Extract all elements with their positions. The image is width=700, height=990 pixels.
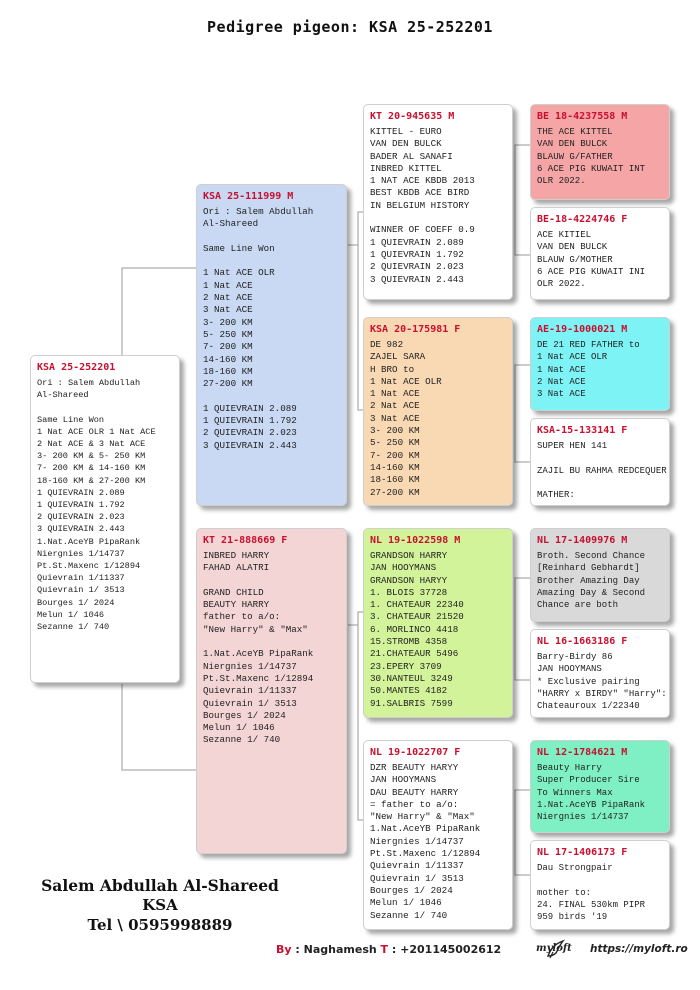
- pigeon-card-dds: [530, 740, 670, 833]
- pigeon-card-dam: [196, 528, 347, 854]
- pigeon-details: GRANDSON HARRY JAN HOOYMANS GRANDSON HARYY 1. BLOIS 37728 1. CHATEAUR 22340 3. CHATEAUR 21520 6. MORLINCO 4418 15.STROMB 4358 21.CHATEAUR 5496 23.EPERY 3709 30.NANTEUL 3249 50.MANTES 4182 91.SALBRIS 7599: [370, 550, 464, 709]
- pigeon-card-sire: [196, 184, 347, 506]
- by-label: By: [276, 943, 292, 956]
- ring-number: KSA-15-133141 F: [537, 425, 628, 436]
- pigeon-card-dss: [530, 528, 670, 622]
- pigeon-details: Broth. Second Chance [Reinhard Gebhardt] Brother Amazing Day Amazing Day & Second Chance are both: [537, 551, 646, 611]
- pigeon-details: THE ACE KITTEL VAN DEN BULCK BLAUW G/FATHER 6 ACE PIG KUWAIT INT OLR 2022.: [537, 127, 646, 187]
- pigeon-details: Beauty Harry Super Producer Sire To Winners Max 1.Nat.AceYB PipaRank Niergnies 1/14737: [537, 763, 646, 823]
- pigeon-details: Ori : Salem Abdullah Al-Shareed Same Line Won 1 Nat ACE OLR 1 Nat ACE 2 Nat ACE 3 Nat ACE 3- 200 KM 5- 250 KM 7- 200 KM 14-160 KM 18-160 KM 27-200 KM 1 QUIEVRAIN 2.089 1 QUIEVRAIN 1.792 2 QUIEVRAIN 2.023 3 QUIEVRAIN 2.443: [203, 206, 314, 451]
- owner-country: KSA: [142, 896, 178, 914]
- pigeon-card-dsd: [530, 629, 670, 718]
- pigeon-card-subject: [30, 355, 180, 683]
- pigeon-card-ssd: [530, 207, 670, 300]
- pigeon-card-sire-dam: [363, 317, 513, 506]
- pigeon-details: Barry-Birdy 86 JAN HOOYMANS * Exclusive pairing "HARRY x BIRDY" "Harry": Chateauroux 1/22340: [537, 652, 667, 712]
- ring-number: BE 18-4237558 M: [537, 111, 628, 122]
- pigeon-card-dam-dam: [363, 740, 513, 930]
- ring-number: BE-18-4224746 F: [537, 214, 628, 225]
- author-credit: [276, 943, 501, 956]
- owner-phone: Tel \ 0595998889: [87, 916, 233, 934]
- pigeon-details: DE 982 ZAJEL SARA H BRO to 1 Nat ACE OLR 1 Nat ACE 2 Nat ACE 3 Nat ACE 3- 200 KM 5- 250 KM 7- 200 KM 14-160 KM 18-160 KM 27-200 KM: [370, 339, 442, 498]
- pigeon-card-sdd: [530, 418, 670, 506]
- ring-number: NL 19-1022598 M: [370, 535, 461, 546]
- ring-number: NL 17-1409976 M: [537, 535, 628, 546]
- ring-number: AE-19-1000021 M: [537, 324, 628, 335]
- ring-number: KSA 25-111999 M: [203, 191, 294, 202]
- pigeon-details: INBRED HARRY FAHAD ALATRI GRAND CHILD BEAUTY HARRY father to a/o: "New Harry" & "Max" 1.Nat.AceYB PipaRank Niergnies 1/14737 Pt.St.Maxenc 1/12894 Quievrain 1/11337 Quievrain 1/ 3513 Bourges 1/ 2024 Melun 1/ 1046 Sezanne 1/ 740: [203, 550, 314, 746]
- pigeon-card-sds: [530, 317, 670, 411]
- ring-number: KSA 20-175981 F: [370, 324, 461, 335]
- pigeon-card-ddd: [530, 840, 670, 930]
- pigeon-card-sire-sire: [363, 104, 513, 300]
- owner-name: Salem Abdullah Al-Shareed: [41, 876, 279, 895]
- ring-number: NL 17-1406173 F: [537, 847, 628, 858]
- page-title: Pedigree pigeon: KSA 25-252201: [207, 18, 493, 36]
- pigeon-details: ACE KITIEL VAN DEN BULCK BLAUW G/MOTHER 6 ACE PIG KUWAIT INI OLR 2022.: [537, 230, 646, 290]
- pigeon-details: Ori : Salem Abdullah Al-Shareed Same Line Won 1 Nat ACE OLR 1 Nat ACE 2 Nat ACE & 3 Nat ACE 3- 200 KM & 5- 250 KM 7- 200 KM & 14-160 KM 18-160 KM & 27-200 KM 1 QUIEVRAIN 2.089 1 QUIEVRAIN 1.792 2 QUIEVRAIN 2.023 3 QUIEVRAIN 2.443 1.Nat.AceYB PipaRank Niergnies 1/14737 Pt.St.Maxenc 1/12894 Quievrain 1/11337 Quievrain 1/ 3513 Bourges 1/ 2024 Melun 1/ 1046 Sezanne 1/ 740: [37, 378, 156, 633]
- ring-number: KT 20-945635 M: [370, 111, 455, 122]
- pigeon-details: KITTEL - EURO VAN DEN BULCK BADER AL SANAFI INBRED KITTEL 1 NAT ACE KBDB 2013 BEST KBDB ACE BIRD IN BELGIUM HISTORY WINNER OF COEFF 0.9 1 QUIEVRAIN 2.089 1 QUIEVRAIN 1.792 2 QUIEVRAIN 2.023 3 QUIEVRAIN 2.443: [370, 126, 475, 285]
- brand-logo-text: myloft: [536, 943, 572, 954]
- pigeon-details: DE 21 RED FATHER to 1 Nat ACE OLR 1 Nat ACE 2 Nat ACE 3 Nat ACE: [537, 340, 640, 400]
- ring-number: NL 16-1663186 F: [537, 636, 628, 647]
- ring-number: NL 19-1022707 F: [370, 747, 461, 758]
- pigeon-details: DZR BEAUTY HARYY JAN HOOYMANS DAU BEAUTY HARRY = father to a/o: "New Harry" & "Max" 1.Nat.AceYB PipaRank Niergnies 1/14737 Pt.St.Maxenc 1/12894 Quievrain 1/11337 Quievrain 1/ 3513 Bourges 1/ 2024 Melun 1/ 1046 Sezanne 1/ 740: [370, 762, 481, 921]
- pigeon-card-dam-sire: [363, 528, 513, 718]
- author-name: : Naghamesh: [295, 943, 377, 956]
- pigeon-card-sss: [530, 104, 670, 200]
- ring-number: KT 21-888669 F: [203, 535, 288, 546]
- ring-number: KSA 25-252201: [37, 362, 116, 373]
- phone-label: T: [380, 943, 389, 956]
- pigeon-details: SUPER HEN 141 ZAJIL BU RAHMA REDCEQUER MATHER:: [537, 441, 667, 501]
- author-phone: : +201145002612: [391, 943, 502, 956]
- pigeon-details: Dau Strongpair mother to: 24. FINAL 530km PIPR 959 birds '19: [537, 863, 646, 923]
- ring-number: NL 12-1784621 M: [537, 747, 628, 758]
- website-link[interactable]: https://myloft.ro: [590, 943, 688, 955]
